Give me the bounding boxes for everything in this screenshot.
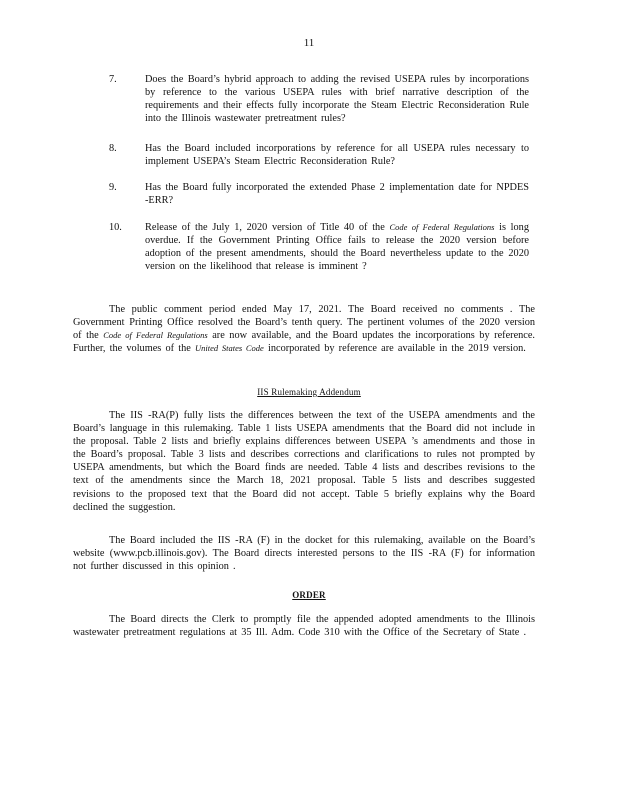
iis-paragraph-1: The IIS -RA(P) fully lists the differences between the text of the USEPA amendments and the Board’s language in this rulemaking. Table 1 lists USEPA amendments that the Board did not include in the proposal. Table 2 lists and briefly explains differences between USEPA ’s amendments and those in the Board’s proposal. Table 3 lists and describes corrections and clarifications to rules not prompted by USEPA amendments, but which the Board finds are needed. Table 4 lists and describes revisions to the text of the amendments since the March 18, 2021 proposal. Table 5 lists and describes suggested revisions to the proposed text that the Board did not accept. Table 5 briefly explains why the Board declined the suggestion. [73,410,535,513]
question-number: 7. [109,74,117,85]
comment-text-part: The public comment period ended May 17, 2021. The Board received no comments . The Government Printing Office resolved the Board’s tenth query. The pertinent volumes of the 2020 version of the [73,304,535,342]
question-text: Has the Board fully incorporated the extended Phase 2 implementation date for NPDES -ERR? [145,182,529,207]
comment-paragraph [73,303,535,355]
iis-heading: IIS Rulemaking Addendum [257,387,361,397]
comment-text-part: are now available, and the Board updates the incorporations by reference. Further, the volumes of the [73,330,535,355]
usc-citation: United States Code [194,343,264,354]
question-text: Does the Board’s hybrid approach to adding the revised USEPA rules by incorporations by reference to the various USEPA rules with brief narrative description of the requirements and their effects fully incorporate the Steam Electric Reconsideration Rule into the Illinois wastewater pretreatment rules? [145,74,529,125]
cfr-citation: Code of Federal Regulations [389,222,495,232]
question-text-part: Release of the July 1, 2020 version of Title 40 of the [145,222,390,233]
order-paragraph: The Board directs the Clerk to promptly file the appended adopted amendments to the Illinois wastewater pretreatment regulations at 35 Ill. Adm. Code 310 with the Office of the Secretary of State . [73,614,535,639]
comment-text-part: incorporated by reference are available in the 2019 version. [263,343,526,355]
question-text [145,221,529,273]
question-number: 10. [109,222,122,233]
question-number: 8. [109,143,117,154]
iis-paragraph-2: The Board included the IIS -RA (F) in the docket for this rulemaking, available on the Board’s website (www.pcb.illinois.gov). The Board directs interested persons to the IIS -RA (F) for information not further discussed in this opinion . [73,535,535,573]
cfr-citation: Code of Federal Regulations [103,330,208,341]
question-text-part: is long overdue. If the Government Printing Office fails to release the 2020 version before adoption of the present amendments, should the Board nevertheless update to the 2020 version on the likelihood that release is imminent ? [145,222,529,273]
question-number: 9. [109,182,117,193]
page-number: 11 [303,37,315,49]
order-heading: ORDER [292,590,326,600]
question-text: Has the Board included incorporations by reference for all USEPA rules necessary to implement USEPA’s Steam Electric Reconsideration Rule? [145,143,529,168]
